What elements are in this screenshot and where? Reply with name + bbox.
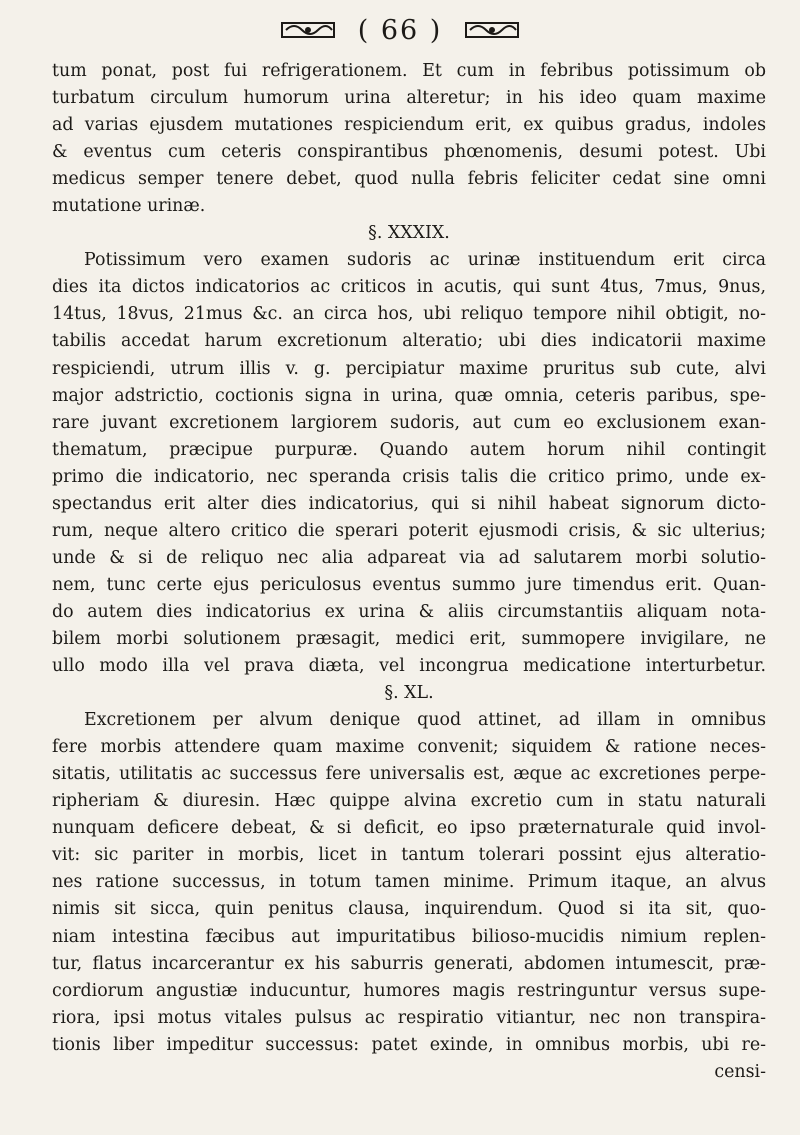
- text-line: medicus semper tenere debet, quod nulla febris feliciter cedat sine omni: [52, 169, 766, 190]
- text-line: primo die indicatorio, nec speranda crisis talis die critico primo, unde ex-: [52, 466, 766, 487]
- text-line: major adstrictio, coctionis signa in urina, quæ omnia, ceteris paribus, spe-: [52, 385, 766, 406]
- text-line: rare juvant excretionem largiorem sudoris, aut cum eo exclusionem exan-: [52, 412, 766, 433]
- text-line: 14tus, 18vus, 21mus &c. an circa hos, ubi reliquo tempore nihil obtigit, no-: [52, 304, 766, 325]
- page-number: ( 66 ): [357, 14, 443, 46]
- text-line: nimis sit sicca, quin penitus clausa, inquirendum. Quod si ita sit, quo-: [52, 899, 766, 920]
- catchword: censi-: [714, 1061, 766, 1082]
- text-line: Potissimum vero examen sudoris ac urinæ instituendum erit circa: [84, 250, 766, 271]
- right-ornament-icon: [464, 19, 520, 41]
- text-line: tur, flatus incarcerantur ex his saburris generati, abdomen intumescit, præ-: [52, 953, 766, 974]
- section-heading: §. XL.: [384, 683, 434, 704]
- page-header: [0, 6, 800, 54]
- text-line: spectandus erit alter dies indicatorius, qui si nihil habeat signorum dicto-: [52, 493, 766, 514]
- text-line: ripheriam & diuresin. Hæc quippe alvina excretio cum in statu naturali: [52, 791, 766, 812]
- text-line: ad varias ejusdem mutationes respiciendum erit, ex quibus gradus, indoles: [52, 115, 766, 136]
- text-line: sitatis, utilitatis ac successus fere universalis est, æque ac excretiones perpe-: [52, 764, 766, 785]
- text-line: & eventus cum ceteris conspirantibus phœnomenis, desumi potest. Ubi: [52, 142, 766, 163]
- text-line: dies ita dictos indicatorios ac criticos in acutis, qui sunt 4tus, 7mus, 9nus,: [52, 277, 766, 298]
- text-line: nunquam deficere debeat, & si deficit, eo ipso præternaturale quid invol-: [52, 818, 766, 839]
- text-line: vit: sic pariter in morbis, licet in tantum tolerari possint ejus alteratio-: [52, 845, 766, 866]
- body-text: [52, 58, 766, 1086]
- text-line: Excretionem per alvum denique quod attinet, ad illam in omnibus: [84, 710, 766, 731]
- text-line: niam intestina fæcibus aut impuritatibus bilioso-mucidis nimium replen-: [52, 926, 766, 947]
- section-heading: §. XXXIX.: [368, 223, 450, 244]
- text-line: turbatum circulum humorum urina alteretur; in his ideo quam maxime: [52, 88, 766, 109]
- text-line: ullo modo illa vel prava diæta, vel incongrua medicatione interturbetur.: [52, 656, 766, 677]
- text-line: do autem dies indicatorius ex urina & aliis circumstantiis aliquam nota-: [52, 601, 766, 622]
- text-line: tabilis accedat harum excretionum alteratio; ubi dies indicatorii maxime: [52, 331, 766, 352]
- left-ornament-icon: [280, 19, 336, 41]
- text-line: fere morbis attendere quam maxime convenit; siquidem & ratione neces-: [52, 737, 766, 758]
- text-line: riora, ipsi motus vitales pulsus ac respiratio vitiantur, nec non transpira-: [52, 1007, 766, 1028]
- text-line: unde & si de reliquo nec alia adpareat via ad salutarem morbi solutio-: [52, 547, 766, 568]
- text-line: nes ratione successus, in totum tamen minime. Primum itaque, an alvus: [52, 872, 766, 893]
- text-line: mutatione urinæ.: [52, 196, 206, 217]
- text-line: rum, neque altero critico die sperari poterit ejusmodi crisis, & sic ulterius;: [52, 520, 766, 541]
- text-line: cordiorum angustiæ inducuntur, humores magis restringuntur versus supe-: [52, 980, 766, 1001]
- text-line: nem, tunc certe ejus periculosus eventus summo jure timendus erit. Quan-: [52, 574, 766, 595]
- text-line: tionis liber impeditur successus: patet exinde, in omnibus morbis, ubi re-: [52, 1034, 766, 1055]
- text-line: thematum, præcipue purpuræ. Quando autem horum nihil contingit: [52, 439, 766, 460]
- text-line: tum ponat, post fui refrigerationem. Et cum in febribus potissimum ob: [52, 61, 766, 81]
- text-line: bilem morbi solutionem præsagit, medici erit, summopere invigilare, ne: [52, 628, 766, 649]
- text-line: respiciendi, utrum illis v. g. percipiatur maxime pruritus sub cute, alvi: [52, 358, 766, 379]
